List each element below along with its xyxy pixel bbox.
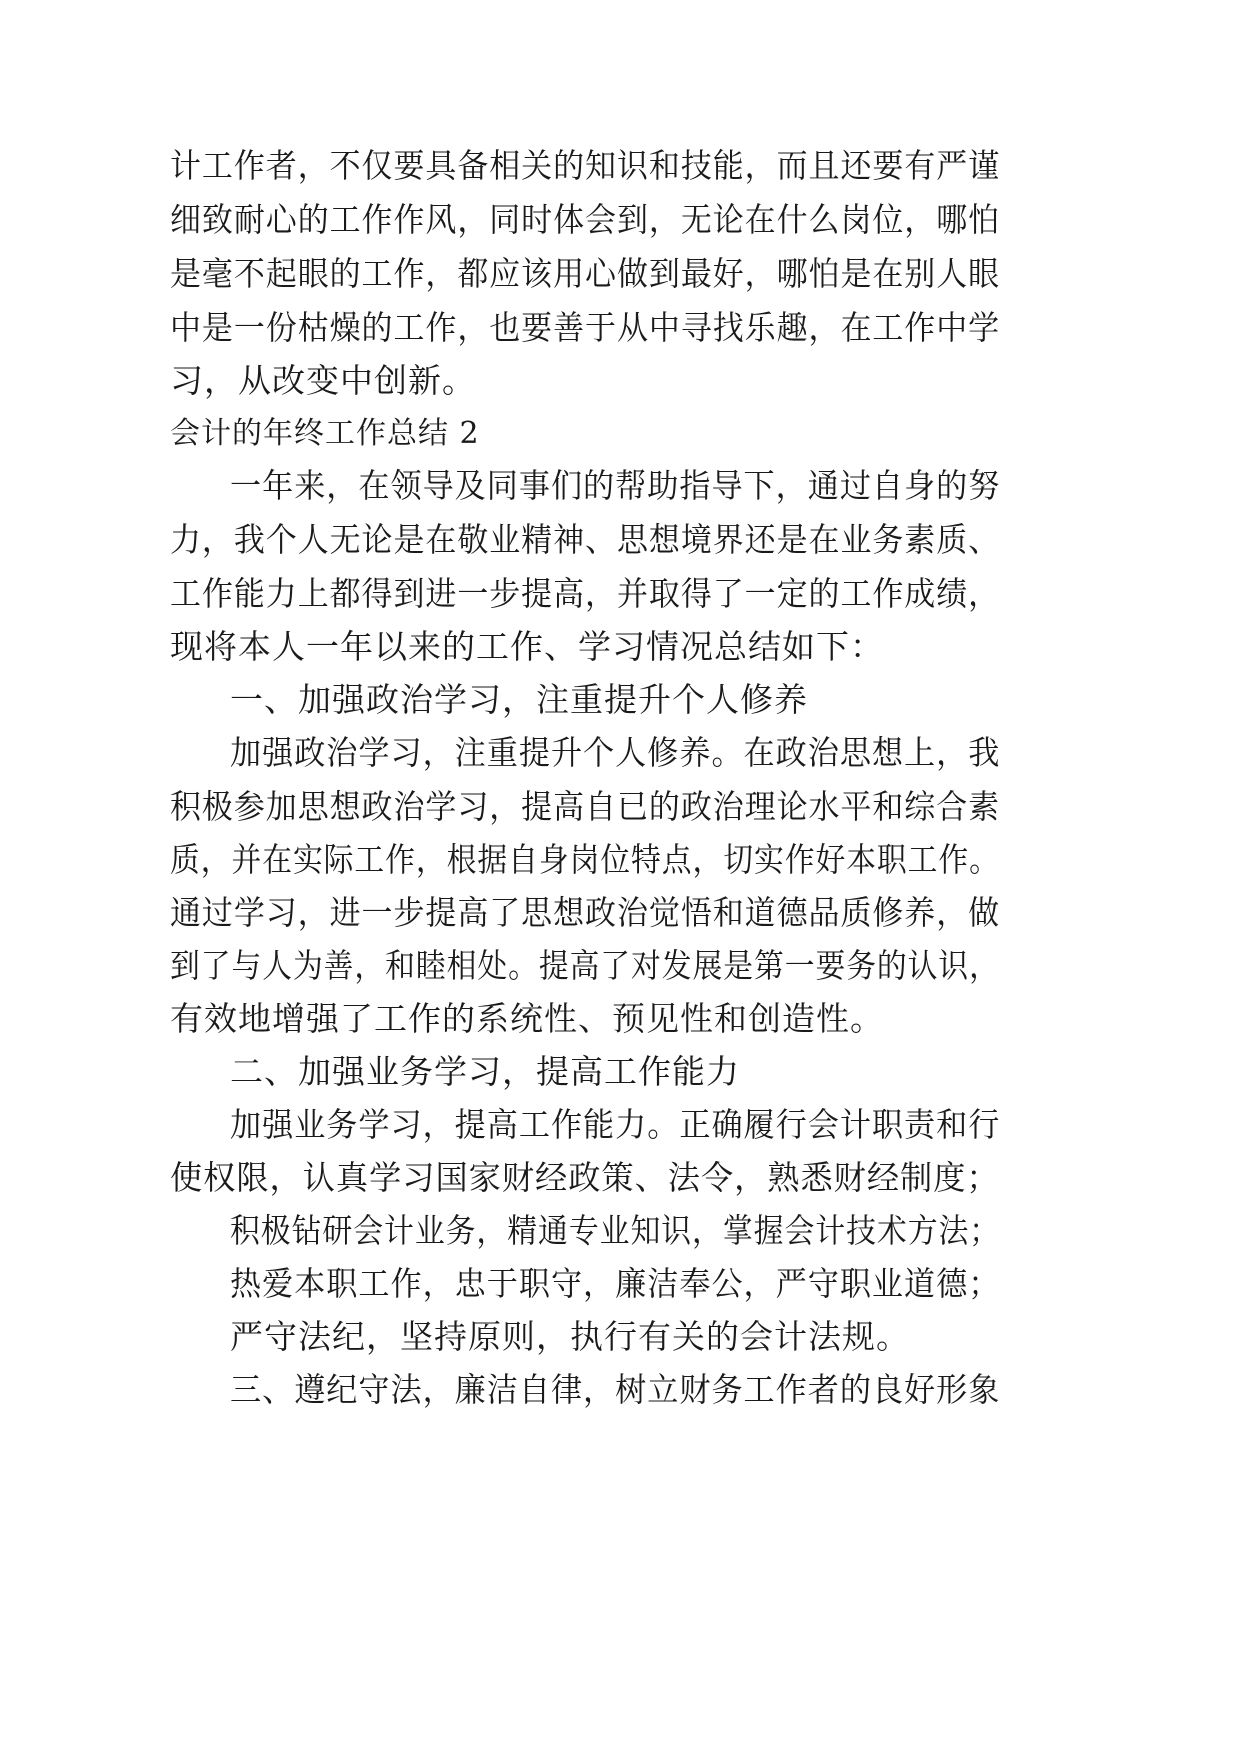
text-line: 热爱本职工作，忠于职守，廉洁奉公，严守职业道德； [230,1264,1001,1303]
text-line: 现将本人一年以来的工作、学习情况总结如下： [170,627,884,666]
text-line: 严守法纪，坚持原则，执行有关的会计法规。 [230,1317,910,1356]
text-line: 积极钻研会计业务，精通专业知识，掌握会计技术方法； [230,1211,1001,1250]
subheading: 二、加强业务学习，提高工作能力 [230,1052,740,1091]
text-line: 加强业务学习，提高工作能力。正确履行会计职责和行 [230,1105,1001,1144]
text-line: 加强政治学习，注重提升个人修养。在政治思想上，我 [230,733,1001,772]
text-line: 通过学习，进一步提高了思想政治觉悟和道德品质修养，做 [170,893,1001,932]
text-line: 到了与人为善，和睦相处。提高了对发展是第一要务的认识， [170,946,1000,985]
text-line: 一年来，在领导及同事们的帮助指导下，通过自身的努 [230,466,1001,505]
text-line: 有效地增强了工作的系统性、预见性和创造性。 [170,999,884,1038]
text-line: 是毫不起眼的工作，都应该用心做到最好，哪怕是在别人眼 [170,254,1001,293]
text-line: 积极参加思想政治学习，提高自已的政治理论水平和综合素 [170,787,1001,826]
text-line: 力，我个人无论是在敬业精神、思想境界还是在业务素质、 [170,520,1001,559]
subheading: 一、加强政治学习，注重提升个人修养 [230,680,808,719]
text-line: 细致耐心的工作作风，同时体会到，无论在什么岗位，哪怕 [170,200,1001,239]
text-line: 质，并在实际工作，根据自身岗位特点，切实作好本职工作。 [170,840,1000,879]
subheading: 三、遵纪守法，廉洁自律，树立财务工作者的良好形象 [230,1370,1001,1409]
text-line: 工作能力上都得到进一步提高，并取得了一定的工作成绩， [170,574,1001,613]
text-line: 计工作者，不仅要具备相关的知识和技能，而且还要有严谨 [170,146,1001,185]
text-line: 使权限，认真学习国家财经政策、法令，熟悉财经制度； [170,1158,1000,1197]
text-line: 习，从改变中创新。 [170,361,476,400]
section-heading: 会计的年终工作总结 2 [170,416,480,451]
text-line: 中是一份枯燥的工作，也要善于从中寻找乐趣，在工作中学 [170,308,1001,347]
